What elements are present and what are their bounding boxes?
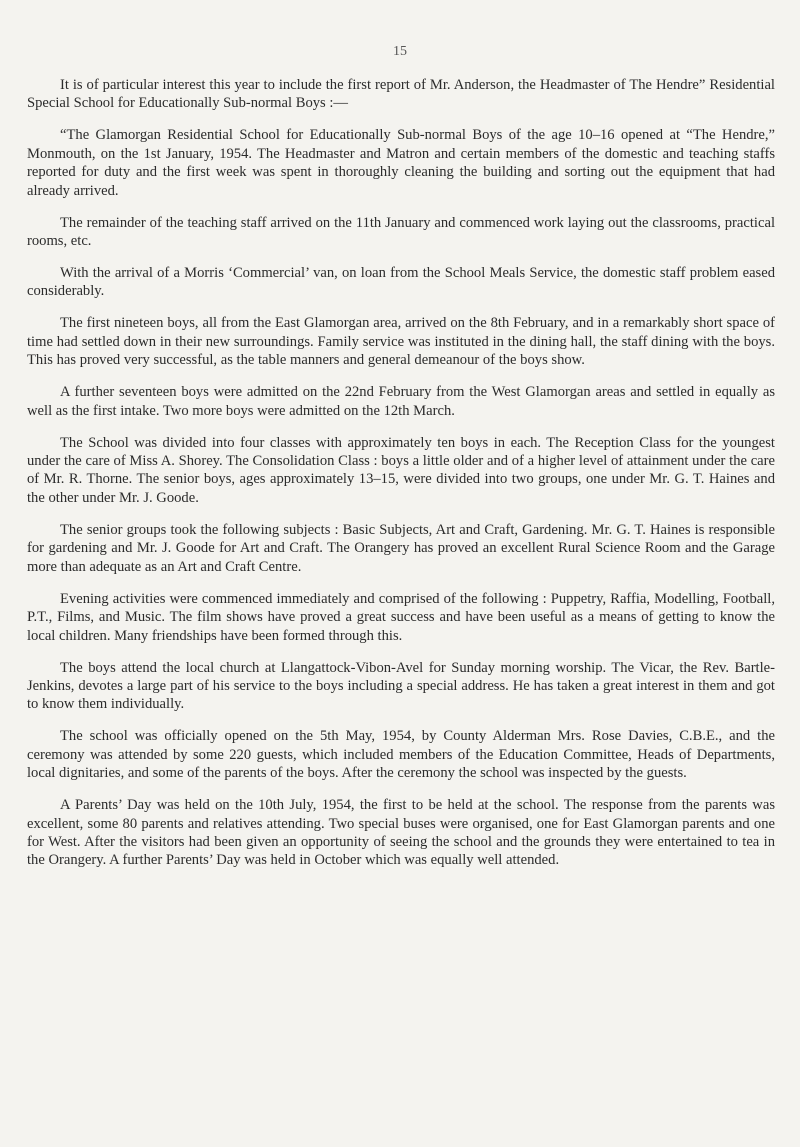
paragraph-second-intake: A further seventeen boys were admitted on the 22nd February from the West Glamorgan areas and settled in equally as well as the first intake. Two more boys were admitted on the 12th March. bbox=[27, 384, 775, 419]
paragraph-van: With the arrival of a Morris ‘Commercial’ van, on loan from the School Meals Service, the domestic staff problem eased considerably. bbox=[27, 265, 775, 300]
paragraph-teaching-staff: The remainder of the teaching staff arrived on the 11th January and commenced work laying out the classrooms, practical rooms, etc. bbox=[27, 214, 775, 250]
paragraph-church: The boys attend the local church at Llangattock-Vibon-Avel for Sunday morning worship. The Vicar, the Rev. Bartle-Jenkins, devotes a large part of his service to the boys including a special address. He has taken a great interest in them and got to know them individually. bbox=[27, 659, 775, 713]
paragraph-subjects: The senior groups took the following subjects : Basic Subjects, Art and Craft, Gardening. Mr. G. T. Haines is responsible for gardening and Mr. J. Goode for Art and Craft. The Orangery has proved an excellent Rural Science Room and the Garage more than adequate as an Art and Craft Centre. bbox=[27, 521, 775, 575]
paragraph-evening-activities: Evening activities were commenced immediately and comprised of the following : Puppetry, Raffia, Modelling, Football, P.T., Films, and Music. The film shows have proved a great success and have been useful as a means of getting to know the local children. Many friendships have been formed through this. bbox=[27, 590, 775, 644]
paragraph-first-boys: The first nineteen boys, all from the East Glamorgan area, arrived on the 8th February, and in a remarkably short space of time had settled down in their new surroundings. Family service was instituted in the dining hall, the staff dining with the boys. This has proved very successful, as the table manners and general demeanour of the boys show. bbox=[27, 315, 775, 369]
paragraph-classes: The School was divided into four classes with approximately ten boys in each. The Reception Class for the youngest under the care of Miss A. Shorey. The Consolidation Class : boys a little older and of a higher level of attainment under the care of Mr. R. Thorne. The senior boys, ages approximately 13–15, were divided into two groups, one under Mr. G. T. Haines and the other under Mr. J. Goode. bbox=[27, 434, 775, 506]
paragraph-parents-day: A Parents’ Day was held on the 10th July, 1954, the first to be held at the school. The response from the parents was excellent, some 80 parents and relatives attending. Two special buses were organised, one for East Glamorgan parents and one for West. After the visitors had been given an opportunity of seeing the school and the grounds they were entertained to tea in the Orangery. A further Parents’ Day was held in October which was equally well attended. bbox=[27, 797, 775, 869]
paragraph-intro: It is of particular interest this year to include the first report of Mr. Anderson, the Headmaster of The Hendre” Residential Special School for Educationally Sub-normal Boys :— bbox=[27, 77, 775, 112]
paragraph-opening: “The Glamorgan Residential School for Educationally Sub-normal Boys of the age 10–16 opened at “The Hendre,” Monmouth, on the 1st January, 1954. The Headmaster and Matron and certain members of the domestic and teaching staffs reported for duty and the first week was spent in thoroughly cleaning the building and sorting out the equipment that had already arrived. bbox=[27, 127, 775, 199]
paragraph-official-opening: The school was officially opened on the 5th May, 1954, by County Alderman Mrs. Rose Davies, C.B.E., and the ceremony was attended by some 220 guests, which included members of the Education Committee, Heads of Departments, local dignitaries, and some of the parents of the boys. After the ceremony the school was inspected by the guests. bbox=[27, 728, 775, 782]
page-number: 15 bbox=[393, 44, 407, 59]
report-body bbox=[27, 76, 775, 883]
